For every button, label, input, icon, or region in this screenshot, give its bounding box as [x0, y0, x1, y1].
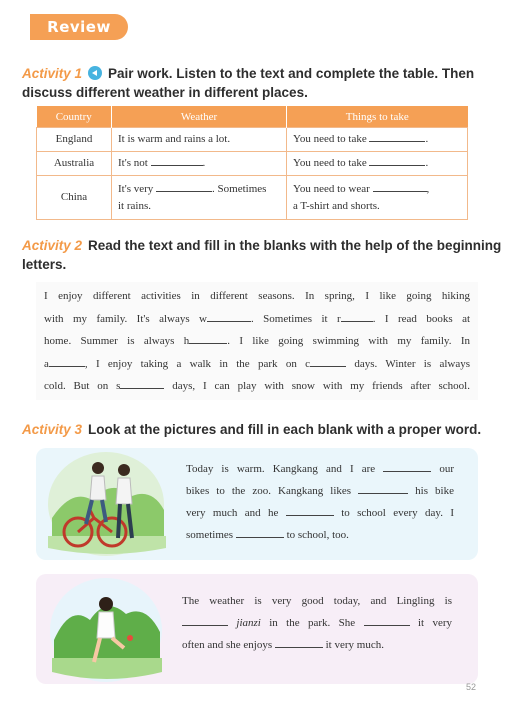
line-text: jianzi [236, 617, 261, 629]
picture-panel-jianzi [36, 574, 478, 684]
header-things: Things to take [287, 106, 468, 128]
weather-cell [112, 128, 287, 152]
table-row [37, 128, 468, 152]
blank-field[interactable] [151, 155, 203, 166]
activity2-line1: Read the text and fill in the blanks with the help of the beginning [88, 238, 502, 253]
header-country: Country [37, 106, 112, 128]
country-cell: China [37, 176, 112, 220]
passage-text: , I enjoy taking a walk in the park on c [84, 357, 311, 370]
activity1-label: Activity 1 [22, 66, 83, 81]
passage-text: cold. But on s [44, 380, 121, 392]
line-text: often and she enjoys [182, 639, 273, 651]
blank-field[interactable] [373, 181, 427, 192]
text-line [182, 634, 452, 656]
passage-line [44, 353, 470, 376]
things-text: You need to take [293, 157, 367, 169]
passage-line [44, 375, 470, 398]
line-text: Today is warm. Kangkang and I are [186, 463, 376, 475]
weather-cell [112, 176, 287, 220]
passage-text: a [44, 357, 49, 370]
passage-text: days. Winter is always [354, 357, 470, 370]
blank-field[interactable] [310, 356, 346, 367]
blank-field[interactable] [275, 637, 323, 648]
blank-field[interactable] [236, 527, 284, 538]
country-cell: England [37, 128, 112, 152]
things-cell [287, 176, 468, 220]
things-cell [287, 128, 468, 152]
passage-text: with my family. It's always w [44, 312, 207, 325]
blank-field[interactable] [341, 311, 373, 322]
passage-text: home. Summer is always h [44, 335, 190, 347]
blank-field[interactable] [364, 615, 410, 626]
picture-panel-bikes [36, 448, 478, 560]
weather-text: It's not [118, 157, 148, 169]
text-line [186, 480, 454, 502]
blank-field[interactable] [369, 155, 425, 166]
header-weather: Weather [112, 106, 287, 128]
text-line [186, 458, 454, 480]
blank-field[interactable] [207, 311, 251, 322]
weather-cell [112, 152, 287, 176]
passage-line [44, 285, 470, 308]
line-text: our [439, 463, 455, 475]
country-cell: Australia [37, 152, 112, 176]
activity2-line2: letters. [22, 257, 67, 272]
text-line [182, 590, 452, 612]
blank-field[interactable] [120, 378, 164, 389]
line-text: his bike [415, 485, 454, 497]
table-row [37, 176, 468, 220]
line-text: to school, too. [286, 529, 349, 541]
passage-text: . I read books at [372, 312, 471, 325]
line-text: The weather is very good today, and Lingling is [182, 595, 452, 607]
activity2-label: Activity 2 [22, 238, 83, 253]
blank-field[interactable] [358, 483, 408, 494]
activity1-line2: discuss different weather in different places. [22, 85, 308, 100]
line-text: it very [417, 617, 453, 629]
blank-field[interactable] [189, 333, 227, 344]
cycling-boys-illustration [42, 448, 172, 560]
table-header-row [37, 106, 468, 128]
punct: . [202, 157, 206, 169]
punct: , [426, 182, 430, 195]
text-line [186, 524, 454, 546]
punct: . [425, 133, 429, 145]
audio-speaker-icon[interactable] [88, 66, 102, 80]
text-line [186, 502, 454, 524]
things-text: a T-shirt and shorts. [293, 199, 380, 212]
blank-field[interactable] [383, 461, 431, 472]
activity3-line1: Look at the pictures and fill in each blank with a proper word. [88, 422, 482, 437]
activity3-instructions [22, 420, 481, 439]
activity1-line1: Pair work. Listen to the text and complete the table. Then [108, 66, 475, 81]
line-text: in the park. She [269, 617, 356, 629]
line-text: very much and he [186, 507, 279, 519]
weather-text: It's very [118, 182, 154, 195]
passage-text: . I like going swimming with my family. In [227, 335, 470, 347]
passage-line [44, 308, 470, 331]
blank-field[interactable] [369, 131, 425, 142]
weather-table [36, 106, 468, 220]
passage-line [44, 330, 470, 353]
weather-text: It is warm and rains a lot. [118, 133, 231, 145]
reading-passage [36, 282, 478, 400]
passage-text: . Sometimes it r [251, 312, 341, 325]
line-text: to school every day. I [341, 507, 455, 519]
line-text: bikes to the zoo. Kangkang likes [186, 485, 352, 497]
line-text: sometimes [186, 529, 234, 541]
blank-field[interactable] [156, 181, 212, 192]
things-text: You need to wear [293, 182, 370, 195]
page-number: 52 [466, 682, 477, 692]
weather-text: . Sometimes [212, 182, 267, 195]
blank-field[interactable] [182, 615, 228, 626]
passage-text: I enjoy different activities in different seasons. In spring, I like going hiking [44, 290, 470, 302]
jianzi-text [182, 590, 452, 656]
review-tag: Review [30, 14, 128, 40]
activity3-label: Activity 3 [22, 422, 83, 437]
text-line [182, 612, 452, 634]
weather-text: it rains. [118, 199, 151, 212]
things-cell [287, 152, 468, 176]
passage-text: days, I can play with snow with my friends after school. [172, 380, 470, 392]
girl-playing-jianzi-illustration [42, 574, 172, 684]
activity1-instructions [22, 64, 474, 102]
punct: . [425, 157, 429, 169]
activity2-instructions [22, 236, 501, 274]
blank-field[interactable] [286, 505, 334, 516]
things-text: You need to take [293, 133, 367, 145]
line-text: it very much. [325, 639, 384, 651]
blank-field[interactable] [49, 356, 85, 367]
bikes-text [186, 458, 454, 546]
table-row [37, 152, 468, 176]
